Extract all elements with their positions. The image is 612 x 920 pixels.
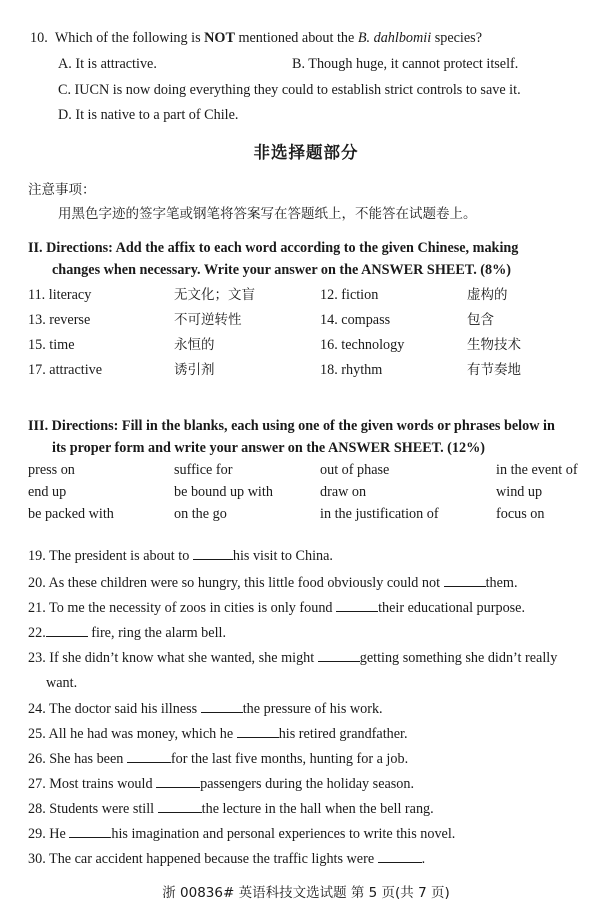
sentence-text: 22.: [28, 625, 46, 641]
answer-blank: [201, 701, 243, 713]
affix-chinese: 永恒的: [174, 337, 215, 353]
sentence-text: fire, ring the alarm bell.: [87, 625, 227, 641]
word-bank-item: focus on: [496, 506, 545, 522]
affix-word: 17. attractive: [28, 362, 103, 378]
answer-blank: [69, 826, 111, 838]
sentence-30: [28, 851, 425, 869]
sentence-29: [28, 826, 455, 844]
sentence-23-continued: want.: [46, 675, 78, 691]
affix-chinese: 无文化；文盲: [174, 287, 255, 303]
part3-directions-line1: III. Directions: Fill in the blanks, each using one of the given words or phrases below in: [28, 418, 555, 434]
word-bank-item: be packed with: [28, 506, 114, 522]
answer-blank: [193, 548, 233, 560]
option-d: D. It is native to a part of Chile.: [58, 107, 239, 123]
sentence-text: 30. The car accident happened because the traffic lights were: [28, 851, 378, 867]
notice-body: 用黑色字迹的签字笔或钢笔将答案写在答题纸上，不能答在试题卷上。: [58, 206, 477, 222]
sentence-21: [28, 600, 525, 618]
stem-text-end: species?: [431, 30, 482, 46]
sentence-text: the pressure of his work.: [242, 701, 383, 717]
affix-chinese: 虚构的: [467, 287, 508, 303]
answer-blank: [158, 801, 202, 813]
stem-emphasis: NOT: [204, 30, 235, 46]
sentence-text: 28. Students were still: [28, 801, 158, 817]
word-bank-item: in the justification of: [320, 506, 439, 522]
sentence-text: his visit to China.: [232, 548, 333, 564]
sentence-28: [28, 801, 434, 819]
question-number: 10.: [30, 30, 48, 46]
sentence-text: his retired grandfather.: [278, 726, 408, 742]
word-bank-item: be bound up with: [174, 484, 273, 500]
affix-word: 11. literacy: [28, 287, 92, 303]
answer-blank: [46, 625, 88, 637]
section-title: 非选择题部分: [253, 143, 359, 162]
sentence-25: [28, 726, 408, 744]
answer-blank: [318, 650, 360, 662]
sentence-23: [28, 650, 557, 668]
word-bank-item: draw on: [320, 484, 367, 500]
sentence-27: [28, 776, 414, 794]
affix-chinese: 有节奏地: [467, 362, 521, 378]
word-bank-item: press on: [28, 462, 75, 478]
affix-word: 12. fiction: [320, 287, 379, 303]
word-bank-item: suffice for: [174, 462, 233, 478]
answer-blank: [336, 600, 378, 612]
part2-directions-line2: changes when necessary. Write your answer on the ANSWER SHEET. (8%): [52, 262, 512, 278]
option-a: A. It is attractive.: [58, 56, 157, 72]
sentence-text: getting something she didn’t really: [359, 650, 558, 666]
answer-blank: [237, 726, 279, 738]
sentence-text: 26. She has been: [28, 751, 127, 767]
affix-word: 15. time: [28, 337, 75, 353]
question-10-stem: [30, 30, 482, 48]
sentence-text: 19. The president is about to: [28, 548, 193, 564]
sentence-24: [28, 701, 383, 719]
sentence-26: [28, 751, 408, 769]
affix-chinese: 生物技术: [467, 337, 521, 353]
part2-directions-line1: II. Directions: Add the affix to each word according to the given Chinese, making: [28, 240, 519, 256]
sentence-22: [28, 625, 226, 643]
answer-blank: [156, 776, 200, 788]
word-bank-item: on the go: [174, 506, 227, 522]
affix-word: 18. rhythm: [320, 362, 383, 378]
stem-text: Which of the following is: [54, 30, 205, 46]
sentence-text: 21. To me the necessity of zoos in cities is only found: [28, 600, 337, 616]
stem-text-mid: mentioned about the: [234, 30, 358, 46]
answer-blank: [378, 851, 422, 863]
page-footer: 浙 00836# 英语科技文选试题 第 5 页(共 7 页): [162, 885, 450, 901]
option-b: B. Though huge, it cannot protect itself.: [292, 56, 519, 72]
affix-word: 14. compass: [320, 312, 391, 328]
sentence-text: 24. The doctor said his illness: [28, 701, 201, 717]
word-bank-item: out of phase: [320, 462, 390, 478]
sentence-19: [28, 548, 333, 566]
sentence-text: the lecture in the hall when the bell rang.: [201, 801, 434, 817]
affix-word: 13. reverse: [28, 312, 91, 328]
sentence-text: passengers during the holiday season.: [200, 776, 415, 792]
sentence-20: [28, 575, 518, 593]
sentence-text: 20. As these children were so hungry, this little food obviously could not: [28, 575, 444, 591]
affix-chinese: 诱引剂: [174, 362, 215, 378]
affix-chinese: 不可逆转性: [174, 312, 242, 328]
sentence-text: for the last five months, hunting for a job.: [170, 751, 409, 767]
sentence-text: .: [421, 851, 426, 867]
sentence-text: 23. If she didn’t know what she wanted, she might: [28, 650, 318, 666]
part3-directions-line2: its proper form and write your answer on the ANSWER SHEET. (12%): [52, 440, 486, 456]
word-bank-item: end up: [28, 484, 67, 500]
option-c: C. IUCN is now doing everything they could to establish strict controls to save it.: [58, 82, 521, 98]
affix-word: 16. technology: [320, 337, 405, 353]
sentence-text: his imagination and personal experiences to write this novel.: [111, 826, 456, 842]
sentence-text: their educational purpose.: [378, 600, 526, 616]
notice-heading: 注意事项：: [28, 182, 96, 198]
answer-blank: [127, 751, 171, 763]
answer-blank: [444, 575, 486, 587]
word-bank-item: in the event of: [496, 462, 578, 478]
sentence-text: them.: [485, 575, 518, 591]
sentence-text: 29. He: [28, 826, 70, 842]
sentence-text: 25. All he had was money, which he: [28, 726, 237, 742]
word-bank-item: wind up: [496, 484, 543, 500]
sentence-text: 27. Most trains would: [28, 776, 157, 792]
affix-chinese: 包含: [467, 312, 494, 328]
species-name: B. dahlbomii: [357, 30, 432, 46]
